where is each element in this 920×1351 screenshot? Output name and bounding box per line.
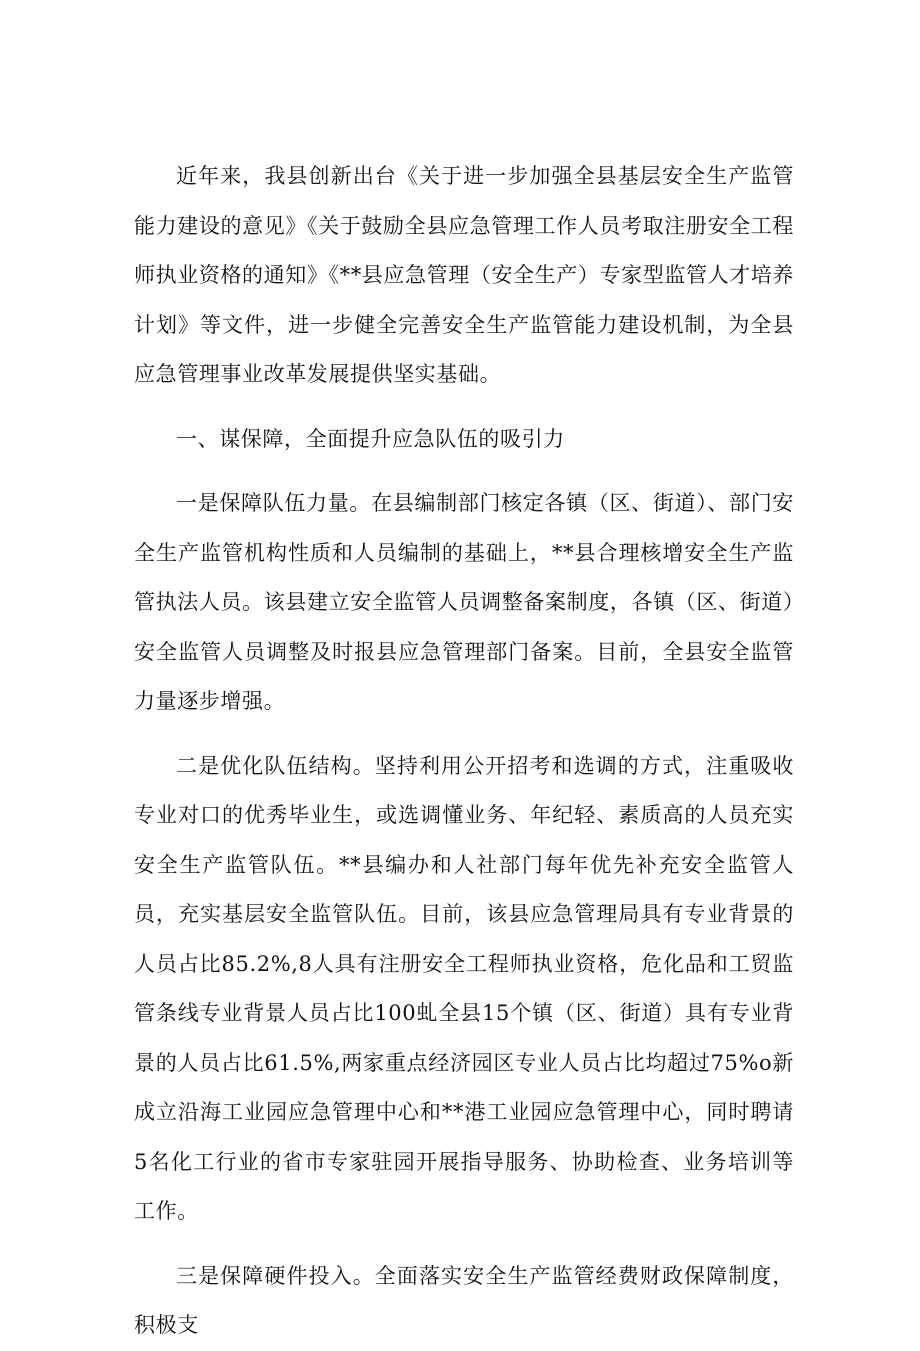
paragraph-hardware: 三是保障硬件投入。全面落实安全生产监管经费财政保障制度，积极支	[134, 1263, 794, 1337]
section-heading: 一、谋保障，全面提升应急队伍的吸引力	[176, 426, 565, 451]
intro-paragraph: 近年来，我县创新出台《关于进一步加强全县基层安全生产监管能力建设的意见》《关于鼓励全县应急管理工作人员考取注册安全工程师执业资格的通知》《**县应急管理（安全生产）专家型监管人才培养计划》等文件，进一步健全完善安全生产监管能力建设机制，为全县应急管理事业改革发展提供坚实基础。	[134, 164, 794, 386]
paragraph-staffing: 一是保障队伍力量。在县编制部门核定各镇（区、街道）、部门安全生产监管机构性质和人员编制的基础上，**县合理核增安全生产监管执法人员。该县建立安全监管人员调整备案制度，各镇（区、街道）安全监管人员调整及时报县应急管理部门备案。目前，全县安全监管力量逐步增强。	[134, 491, 794, 713]
paragraph-structure: 二是优化队伍结构。坚持利用公开招考和选调的方式，注重吸收专业对口的优秀毕业生，或选调懂业务、年纪轻、素质高的人员充实安全生产监管队伍。**县编办和人社部门每年优先补充安全监管人员，充实基层安全监管队伍。目前，该县应急管理局具有专业背景的人员占比85.2%,8人具有注册安全工程师执业资格，危化品和工贸监管条线专业背景人员占比100虬全县15个镇（区、街道）具有专业背景的人员占比61.5%,两家重点经济园区专业人员占比均超过75%o新成立沿海工业园应急管理中心和**港工业园应急管理中心，同时聘请5名化工行业的省市专家驻园开展指导服务、协助检查、业务培训等工作。	[134, 753, 794, 1223]
document-body	[134, 152, 794, 1351]
